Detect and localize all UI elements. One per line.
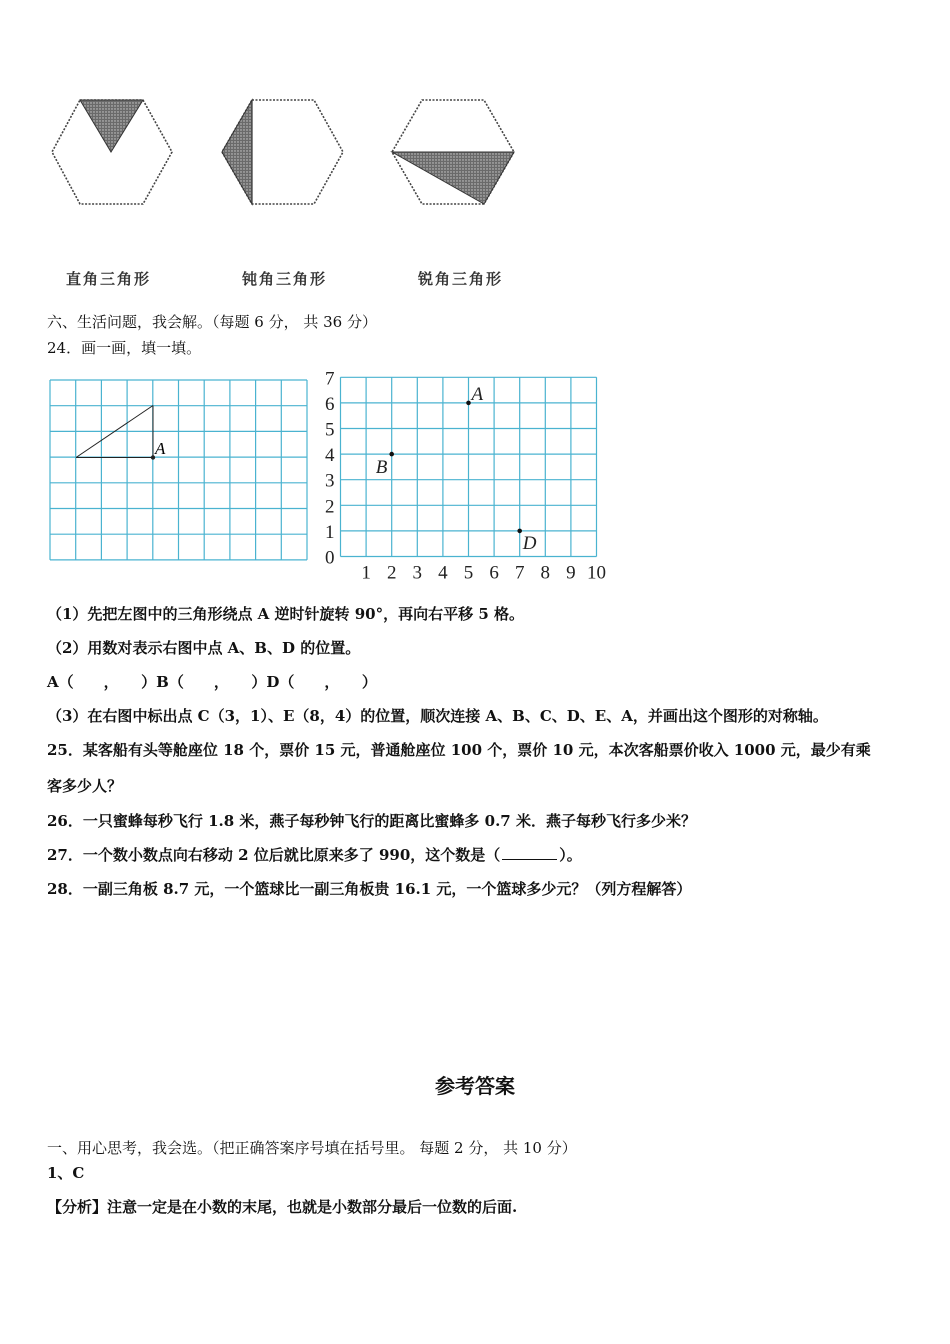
hexagon-obtuse-triangle [222, 100, 343, 204]
point-a-label: A [471, 383, 484, 405]
hexagon-figures [0, 90, 560, 215]
answer-1: 1、C [47, 1164, 85, 1182]
question-27-close: ）。 [559, 846, 582, 864]
caption-acute-triangle: 锐角三角形 [418, 270, 504, 288]
section-6-heading: 六、生活问题，我会解。（每题 6 分， 共 36 分） [47, 313, 377, 331]
point-d [517, 529, 522, 534]
point-b-label: B [375, 457, 388, 479]
left-grid [48, 378, 310, 564]
question-25-line-2: 客多少人？ [47, 777, 123, 795]
question-24-sub-1: （1）先把左图中的三角形绕点 A 逆时针旋转 90°，再向右平移 5 格。 [47, 605, 524, 623]
y-tick-label: 5 [325, 419, 335, 441]
x-tick-label: 5 [463, 562, 474, 584]
x-tick-label: 8 [540, 562, 551, 584]
y-tick-label: 1 [325, 521, 335, 543]
point-a [466, 401, 471, 406]
question-24-sub-2: （2）用数对表示右图中点 A、B、D 的位置。 [47, 639, 361, 657]
answer-1-analysis: 【分析】注意一定是在小数的末尾，也就是小数部分最后一位数的后面. [47, 1198, 518, 1216]
y-tick-label: 0 [325, 547, 335, 569]
y-tick-label: 2 [325, 496, 335, 518]
x-tick-label: 2 [386, 562, 397, 584]
x-tick-label: 4 [438, 562, 448, 584]
x-tick-label: 10 [587, 562, 606, 584]
question-27-text: 27．一个数小数点向右移动 2 位后就比原来多了 990，这个数是（ [47, 846, 501, 864]
x-tick-label: 1 [361, 562, 371, 584]
left-grid-lines [50, 380, 307, 560]
x-tick-label: 7 [514, 562, 525, 584]
question-24-answer-line: A（ ， ）B（ ， ）D（ ， ） [47, 673, 377, 691]
caption-right-triangle: 直角三角形 [66, 270, 152, 288]
triangle-point-a-label: A [155, 439, 166, 458]
question-26: 26．一只蜜蜂每秒飞行 1.8 米，燕子每秒钟飞行的距离比蜜蜂多 0.7 米．燕子每秒飞行多少米？ [47, 812, 696, 830]
answers-title: 参考答案 [435, 1074, 515, 1098]
question-27 [47, 844, 582, 865]
y-tick-label: 3 [325, 470, 335, 492]
coordinate-grid [316, 362, 616, 584]
question-24-title: 24．画一画，填一填。 [47, 339, 202, 357]
hexagon-acute-triangle [392, 100, 514, 204]
x-tick-label: 9 [566, 562, 576, 584]
caption-obtuse-triangle: 钝角三角形 [242, 270, 328, 288]
y-tick-label: 4 [325, 445, 335, 467]
question-24-sub-3: （3）在右图中标出点 C（3，1）、E（8，4）的位置，顺次连接 A、B、C、D、E、A，并画出这个图形的对称轴。 [47, 707, 828, 725]
question-28: 28．一副三角板 8.7 元，一个篮球比一副三角板贵 16.1 元，一个篮球多少元？（列方程解答） [47, 880, 692, 898]
x-tick-label: 3 [412, 562, 423, 584]
y-tick-label: 7 [325, 368, 335, 390]
y-tick-label: 6 [325, 393, 335, 415]
x-tick-label: 6 [489, 562, 499, 584]
question-25-line-1: 25．某客船有头等舱座位 18 个，票价 15 元，普通舱座位 100 个，票价 10 元，本次客船票价收入 1000 元，最少有乘 [47, 741, 871, 759]
answers-section-1-heading: 一、用心思考，我会选。（把正确答案序号填在括号里。 每题 2 分， 共 10 分） [47, 1139, 577, 1157]
question-27-blank[interactable] [502, 859, 557, 860]
point-b [389, 452, 394, 457]
hexagon-right-triangle [52, 100, 172, 204]
point-d-label: D [522, 532, 537, 554]
